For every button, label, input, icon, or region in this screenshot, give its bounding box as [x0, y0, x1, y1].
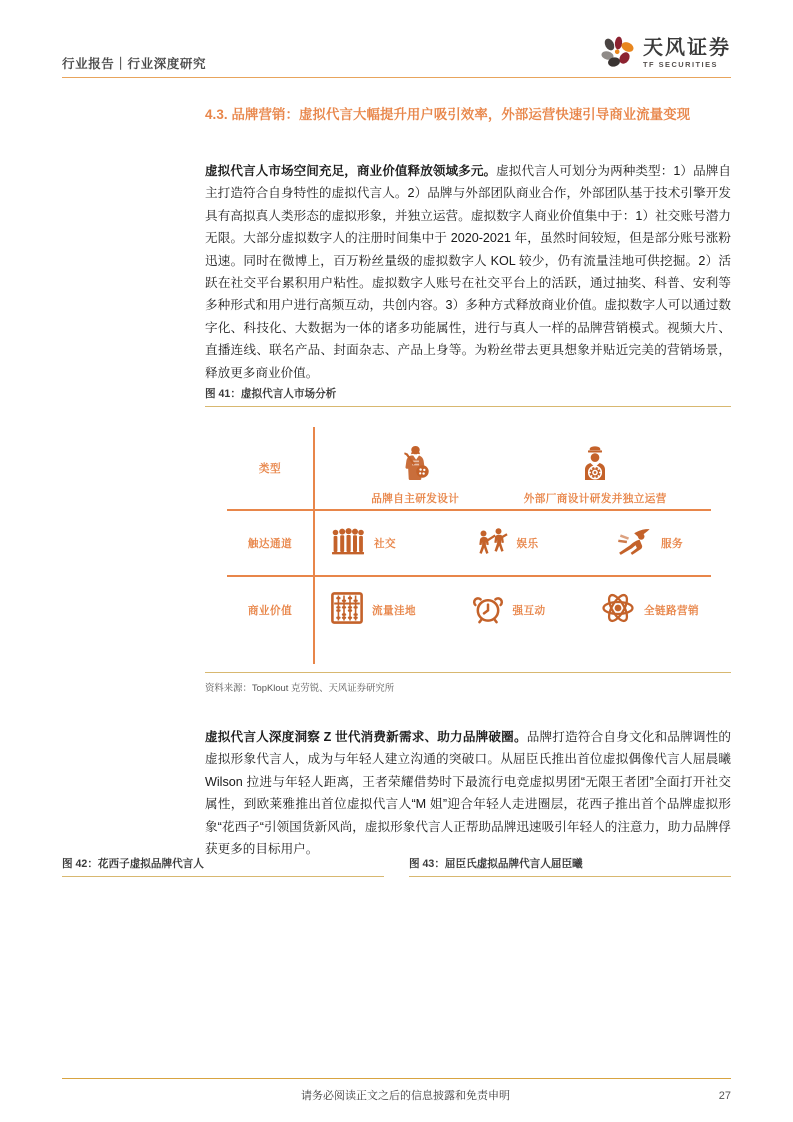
tf-securities-pinwheel-icon: [600, 36, 636, 70]
diagram-item-label: 服务: [661, 537, 683, 550]
figure-42-caption: 图 42：花西子虚拟品牌代言人: [62, 856, 384, 877]
diagram-item: [331, 527, 396, 560]
diagram-row-value: [227, 577, 711, 643]
diagram-row-items: [313, 427, 711, 509]
diagram-row-type: [227, 427, 711, 509]
diagram-item: [371, 427, 459, 509]
diagram-item-label: 社交: [374, 537, 396, 550]
figure-41-source: 资料来源：TopKlout 克劳锐、天风证券研究所: [205, 672, 731, 694]
diagram-row-label: 商业价值: [247, 604, 293, 617]
market-analysis-diagram: [227, 423, 711, 666]
diagram-row-channel: [227, 511, 711, 575]
figure-43: [409, 856, 731, 1052]
diagram-item: [601, 592, 699, 629]
page-number: 27: [718, 1090, 731, 1102]
company-logo: [600, 36, 731, 72]
diagram-item: [474, 526, 539, 561]
figure-42: [62, 856, 384, 1052]
diagram-item: [524, 427, 667, 509]
header-report-type: 行业报告｜行业深度研究: [62, 57, 207, 71]
diagram-item-label: 流量洼地: [372, 604, 416, 617]
page-header: [62, 30, 731, 78]
diagram-item: [331, 592, 416, 629]
diagram-row-label: 类型: [258, 462, 282, 475]
paragraph-2-lead: 虚拟代言人深度洞察 Z 世代消费新需求、助力品牌破圈。: [205, 730, 527, 744]
body-paragraph-2: [205, 726, 731, 860]
abacus-icon: [331, 592, 363, 629]
footer-disclaimer: 请务必阅读正文之后的信息披露和免责申明: [301, 1090, 510, 1102]
captain-helm-icon: [579, 444, 611, 487]
diagram-item-label: 全链路营销: [644, 604, 699, 617]
diagram-item-label: 品牌自主研发设计: [371, 493, 460, 505]
logo-text-block: [643, 34, 731, 70]
diagram-row-items: [313, 577, 711, 643]
alarm-clock-icon: [472, 592, 504, 629]
body-paragraph-1: [205, 160, 731, 384]
figure-43-image-placeholder: [409, 877, 731, 1052]
figure-41-body: [205, 415, 731, 673]
page-footer: [62, 1078, 731, 1103]
figure-42-image-placeholder: [62, 877, 384, 1052]
diagram-row-label: 触达通道: [247, 537, 293, 550]
diagram-item: [472, 592, 546, 629]
paragraph-1-lead: 虚拟代言人市场空间充足，商业价值释放领域多元。: [205, 164, 497, 178]
section-heading: 4.3. 品牌营销：虚拟代言大幅提升用户吸引效率，外部运营快速引导商业流量变现: [205, 107, 691, 122]
superhero-icon: [616, 527, 652, 560]
dancing-people-icon: [474, 526, 508, 561]
paragraph-1-text: 虚拟代言人可划分为两种类型：1）品牌自主打造符合自身特性的虚拟代言人。2）品牌与外部团队商业合作，外部团队基于技术引擎开发具有高拟真人类形态的虚拟形象，并独立运营。虚拟数字人商业价值集中于：1）社交账号潜力无限。大部分虚拟数字人的注册时间集中于 2020-2021 年，虽然时间较短，但是部分账号涨粉迅速。同时在微博上，百万粉丝量级的虚拟数字人 KOL 较少，仍有流量洼地可供挖掘。2）活跃在社交平台累积用户粘性。虚拟数字人账号在社交平台上的活跃，通过抽奖、科普、安利等多种形式和用户进行高频互动，共创内容。3）多种方式释放商业价值。虚拟数字人可以通过数字化、科技化、大数据为一体的诸多功能属性，进行与真人一样的品牌营销模式。视频大片、直播连线、联名产品、封面杂志、产品上身等。为粉丝带去更具想象并贴近完美的营销场景，释放更多商业价值。: [205, 164, 731, 380]
artist-palette-icon: [399, 444, 431, 487]
logo-name-en: TF SECURITIES: [643, 60, 718, 70]
figure-43-caption: 图 43：屈臣氏虚拟品牌代言人屈臣曦: [409, 856, 731, 877]
logo-name-cn: 天风证券: [643, 34, 731, 59]
atom-icon: [601, 592, 635, 629]
diagram-item: [616, 527, 683, 560]
diagram-item-label: 娱乐: [516, 537, 539, 550]
bottom-figures-row: [62, 856, 731, 1052]
diagram-item-label: 强互动: [512, 604, 546, 617]
diagram-item-label: 外部厂商设计研发并独立运营: [523, 493, 667, 505]
diagram-row-items: [313, 511, 711, 575]
figure-41-caption: 图 41：虚拟代言人市场分析: [205, 386, 731, 407]
people-group-icon: [331, 527, 365, 560]
paragraph-2-text: 品牌打造符合自身文化和品牌调性的虚拟形象代言人，成为与年轻人建立沟通的突破口。从屈臣氏推出首位虚拟偶像代言人屈晨曦 Wilson 拉进与年轻人距离，王者荣耀借势时下最流行电竞虚拟男团“无限王者团”全面打开社交属性，到欧莱雅推出首位虚拟代言人“M 姐”迎合年轻人走进圈层，花西子推出首个品牌虚拟形象“花西子“引领国货新风尚，虚拟形象代言人正帮助品牌迅速吸引年轻人的注意力，助力品牌俘获更多的目标用户。: [205, 730, 731, 857]
